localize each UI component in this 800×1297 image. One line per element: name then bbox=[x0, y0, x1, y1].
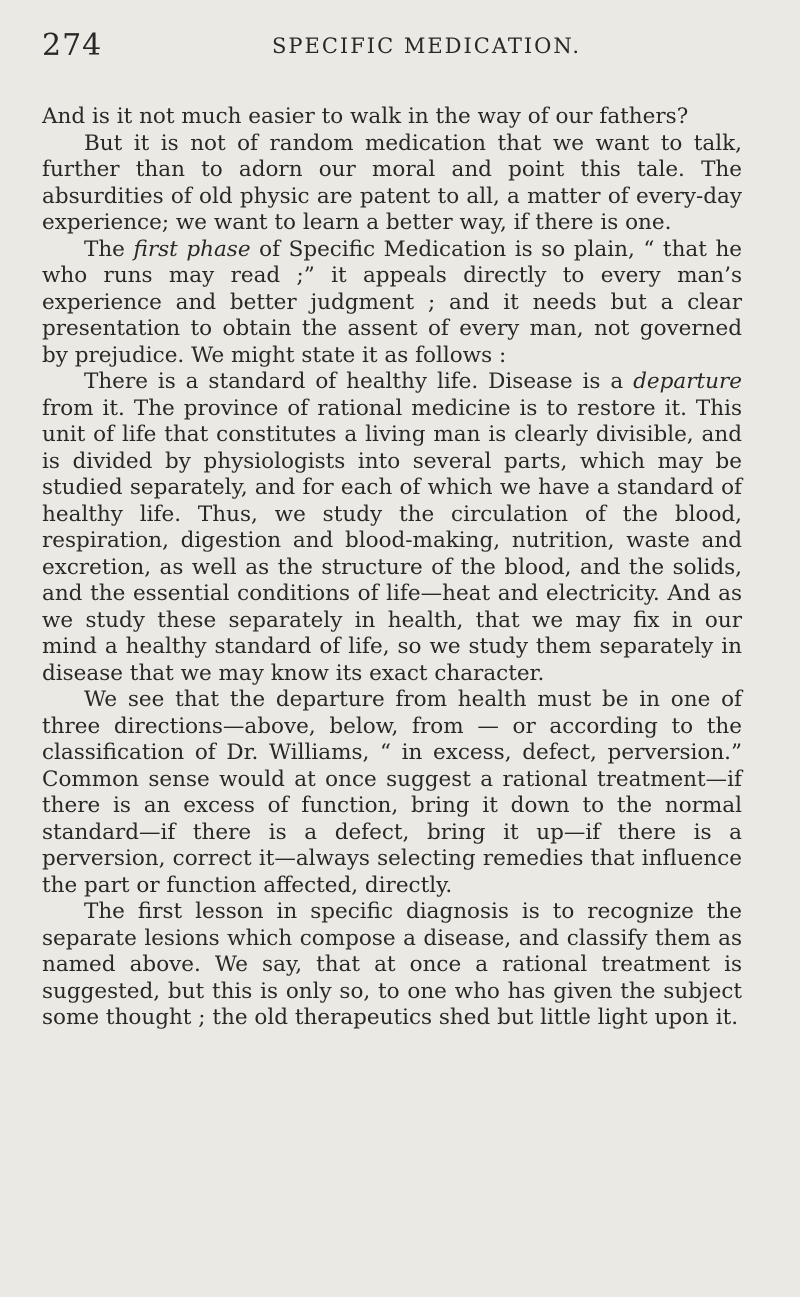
paragraph: And is it not much easier to walk in the way of our fathers? bbox=[42, 104, 689, 129]
emphasis-departure: departure bbox=[633, 369, 742, 394]
paragraph: But it is not of random medication that we want to talk, further than to adorn our moral and point this tale. The absurdities of old physic are patent to all, a matter of every-day experience; we want to learn a better way, if there is one. bbox=[42, 130, 742, 235]
paragraph-text: The bbox=[84, 236, 125, 262]
body-text bbox=[42, 104, 742, 1032]
running-title: SPECIFIC MEDICATION. bbox=[272, 34, 582, 58]
paragraph: The first lesson in specific diagnosis is to recognize the separate lesions which compose a disease, and classify them as named above. We say, that at once a rational treatment is suggested, but this is only so, to one who has given the subject some thought ; the old therapeutics shed but little light upon it. bbox=[42, 899, 742, 1030]
paragraph: We see that the departure from health must be in one of three directions—above, below, from — or according to the classification of Dr. Williams, “ in excess, defect, perversion.” Common sense would at once suggest a rational treatment—if there is an excess of function, bring it down to the normal standard—if there is a defect, bring it up—if there is a perversion, correct it—always selecting remedies that influence the part or function affected, directly. bbox=[42, 687, 742, 898]
page-number: 274 bbox=[42, 28, 103, 63]
page-header bbox=[42, 28, 740, 78]
paragraph-text: from it. The province of rational medicine is to restore it. This unit of life that constitutes a living man is clearly divisible, and is divided by physiologists into several parts, which may be studied separately, and for each of which we have a standard of healthy life. Thus, we study the circulation of the blood, respiration, digestion and blood-making, nutrition, waste and excretion, as well as the structure of the blood, and the solids, and the essential conditions of life—heat and electricity. And as we study these separately in health, that we may fix in our mind a healthy standard of life, so we study them separately in disease that we may know its exact character. bbox=[42, 395, 742, 686]
emphasis-first-phase: first phase bbox=[133, 236, 251, 262]
paragraph-text: There is a standard of healthy life. Disease is a bbox=[84, 369, 624, 394]
paragraph bbox=[42, 369, 742, 687]
paragraph bbox=[42, 237, 742, 370]
paragraph-text: of Specific Medication is so plain, “ that he who runs may read ;” it appeals directly to every man’s experience and better judgment ; and it needs but a clear presentation to obtain the assent of every man, not governed by prejudice. We might state it as follows : bbox=[42, 236, 743, 368]
